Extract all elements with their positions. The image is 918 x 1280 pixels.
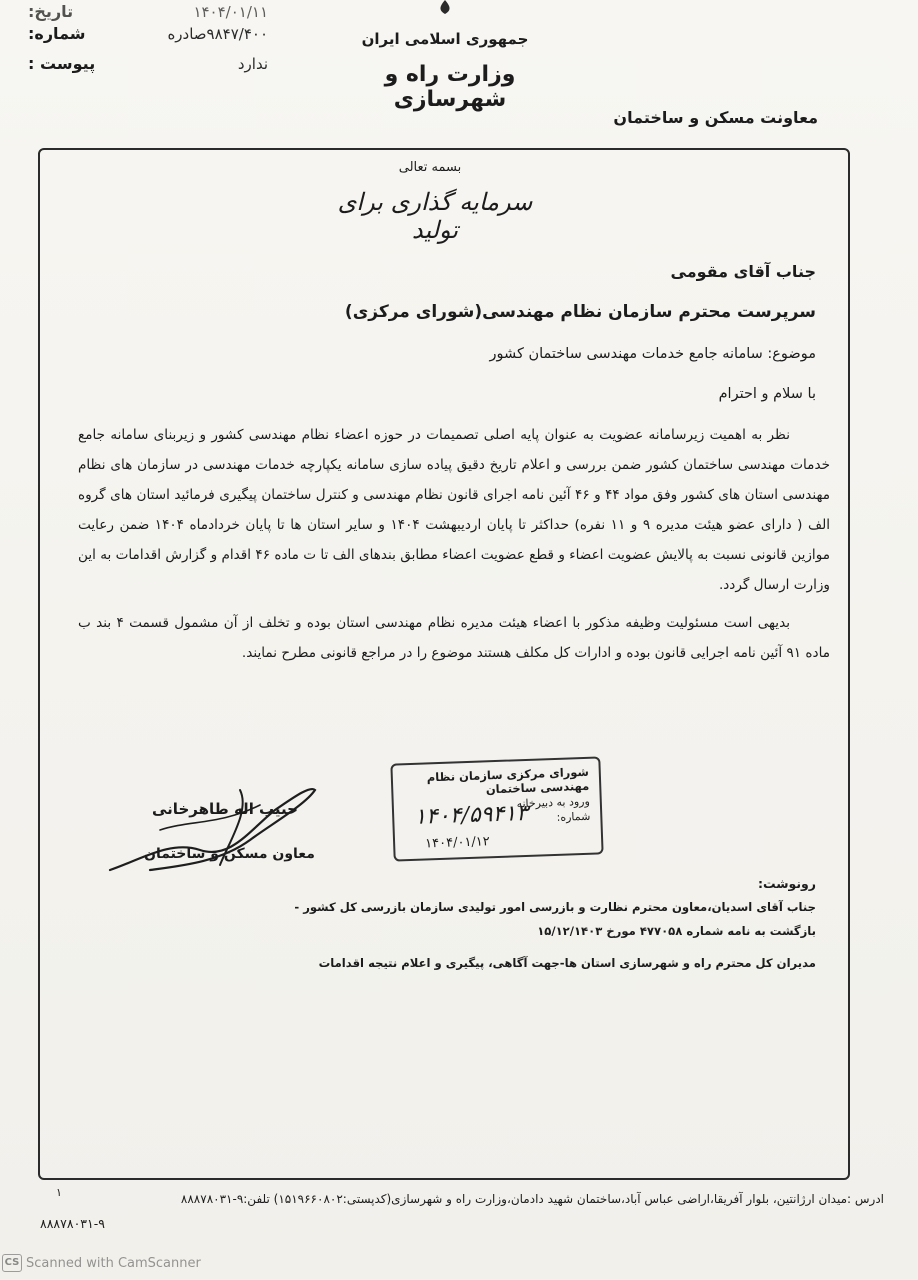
- bismillah: بسمه تعالی: [398, 160, 462, 175]
- cc-line-2: بازگشت به نامه شماره ۴۷۷۰۵۸ مورخ ۱۵/۱۲/۱۴۰۳: [537, 924, 816, 938]
- stamp-date: ۱۴۰۴/۰۱/۱۲: [424, 834, 491, 852]
- date-row: [28, 2, 268, 24]
- number-label: شماره:: [28, 24, 86, 43]
- handwritten-signature-icon: [100, 770, 320, 880]
- stamp-number: ۱۴۰۴/۵۹۴۱۳: [413, 800, 529, 830]
- letter-body: [78, 420, 830, 668]
- greeting: با سلام و احترام: [718, 386, 816, 402]
- cc-heading: رونوشت:: [757, 876, 816, 891]
- attachment-row: [28, 54, 268, 84]
- camscanner-watermark: [2, 1254, 201, 1272]
- emblem-icon: [420, 0, 470, 14]
- stamp-subtitle: ورود به دبیرخانه: [516, 794, 591, 811]
- letter-meta: [28, 2, 268, 84]
- signatory-title: معاون مسکن و ساختمان: [144, 846, 315, 862]
- stamp-title: شورای مرکزی سازمان نظام مهندسی ساختمان: [426, 764, 590, 797]
- stamp-number-label: شماره:: [556, 809, 591, 824]
- cc-line-3: مدیران کل محترم راه و شهرسازی استان ها-جهت آگاهی، پیگیری و اعلام نتیجه اقدامات: [318, 956, 816, 970]
- number-row: [28, 24, 268, 54]
- subject-line: موضوع: سامانه جامع خدمات مهندسی ساختمان کشور: [489, 346, 816, 362]
- received-stamp: [390, 756, 603, 861]
- footer-address: ادرس :میدان ارژانتین، بلوار آفریقا،اراضی عباس آباد،ساختمان شهید دادمان،وزارت راه و شهرسازی(کدپستی:۱۵۱۹۶۶۰۸۰۲) تلفن:۹-۸۸۸۷۸۰۳۱: [180, 1192, 884, 1206]
- attachment-label: پیوست :: [28, 54, 96, 73]
- date-value: ۱۴۰۴/۰۱/۱۱: [193, 3, 268, 21]
- page-number: ۱: [56, 1186, 62, 1199]
- number-value: ۹۸۴۷/۴۰۰صادره: [167, 25, 268, 43]
- footer-phone: ۸۸۸۷۸۰۳۱-۹: [40, 1216, 105, 1231]
- signatory-name: حبیب اله طاهرخانی: [152, 800, 298, 818]
- addressee-title: سرپرست محترم سازمان نظام مهندسی(شورای مرکزی): [344, 302, 816, 322]
- attachment-value: ندارد: [237, 55, 268, 73]
- addressee-name: جناب آقای مقومی: [670, 262, 816, 281]
- cc-line-1: جناب آقای اسدیان،معاون محترم نظارت و بازرسی امور تولیدی سازمان بازرسی کل کشور -: [294, 900, 816, 914]
- body-paragraph-1: نظر به اهمیت زیرسامانه عضویت به عنوان پایه اصلی تصمیمات در حوزه اعضاء نظام مهندسی کشور و زیربنای سامانه جامع خدمات مهندسی ساختمان کشور ضمن بررسی و اعلام تاریخ دقیق پیاده سازی سامانه یکپارچه خدمات مهندسی در سازمان های نظام مهندسی استان های کشور وفق مواد ۴۴ و ۴۶ آئین نامه اجرای قانون نظام مهندسی و کنترل ساختمان پیگیری فرمائید استان های گروه الف ( دارای عضو هیئت مدیره ۹ و ۱۱ نفره) حداکثر تا پایان اردیبهشت ۱۴۰۴ و سایر استان ها تا پایان خردادماه ۱۴۰۴ ضمن رعایت موازین قانونی نسبت به پالایش عضویت اعضاء و قطع عضویت اعضاء مطابق بندهای الف تا ت ماده ۴۶ اقدام و گزارش اقدامات به این وزارت ارسال گردد.: [78, 427, 831, 593]
- camscanner-icon: CS: [2, 1254, 22, 1272]
- camscanner-text: Scanned with CamScanner: [26, 1255, 201, 1271]
- deputy-header: معاونت مسکن و ساختمان: [613, 108, 818, 127]
- motto-calligraphy: سرمایه گذاری برای تولید: [337, 188, 533, 244]
- ministry-title: وزارت راه و شهرسازی: [384, 62, 516, 112]
- date-label: تاریخ:: [28, 2, 74, 21]
- republic-title: جمهوری اسلامی ایران: [361, 30, 529, 48]
- body-paragraph-2: بدیهی است مسئولیت وظیفه مذکور با اعضاء هیئت مدیره نظام مهندسی استان بوده و تخلف از آن مشمول قسمت ۴ بند ب ماده ۹۱ آئین نامه اجرایی قانون بوده و ادارات کل مکلف هستند موضوع را در مراجع قانونی مطرح نمایند.: [78, 615, 830, 661]
